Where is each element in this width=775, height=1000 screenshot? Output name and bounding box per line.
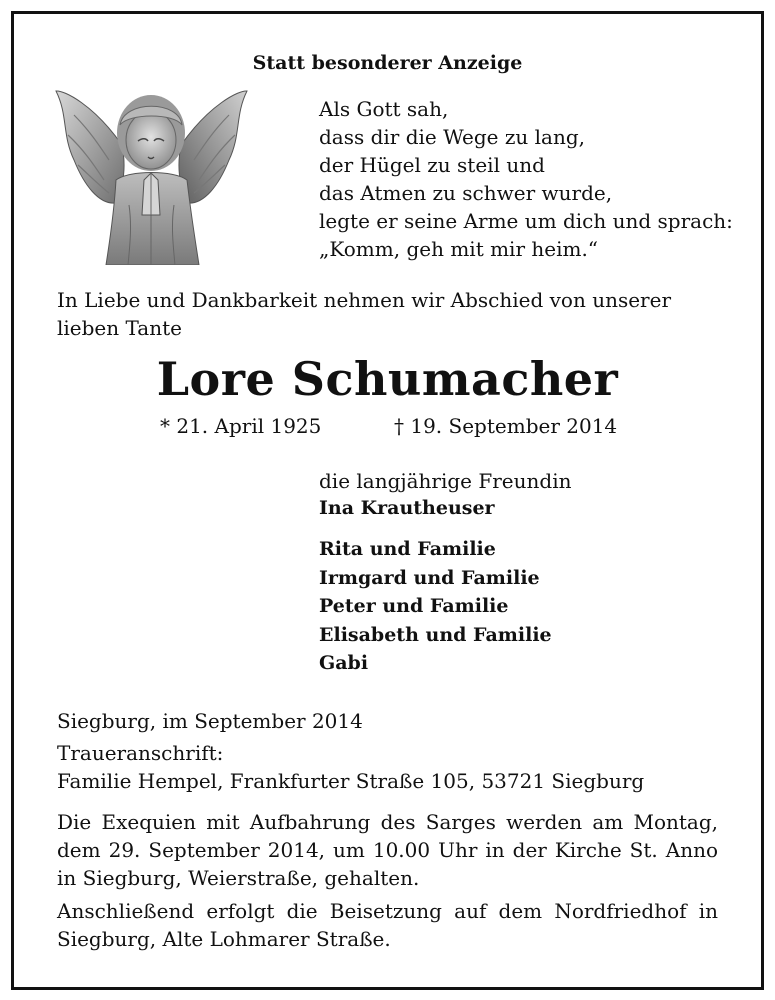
friend-label: die langjährige Freundin	[319, 469, 572, 493]
birth-date: * 21. April 1925	[160, 414, 322, 438]
angel-image	[54, 85, 249, 265]
poem	[319, 95, 733, 263]
poem-line: legte er seine Arme um dich und sprach:	[319, 209, 733, 233]
poem-line: das Atmen zu schwer wurde,	[319, 181, 613, 205]
family-member: Peter und Familie	[319, 595, 509, 617]
family-list	[319, 535, 552, 678]
burial-text: Anschließend erfolgt die Beisetzung auf dem Nordfriedhof in Siegburg, Alte Lohmarer Straße.	[57, 899, 718, 951]
death-date: † 19. September 2014	[394, 414, 618, 438]
notice-header: Statt besonderer Anzeige	[252, 52, 523, 74]
poem-line: „Komm, geh mit mir heim.“	[319, 237, 599, 261]
family-member: Rita und Familie	[319, 538, 496, 560]
place-date: Siegburg, im September 2014	[57, 709, 363, 733]
family-member: Irmgard und Familie	[319, 566, 540, 589]
mourning-address: Familie Hempel, Frankfurter Straße 105, 53721 Siegburg	[57, 769, 645, 793]
intro-text: In Liebe und Dankbarkeit nehmen wir Abschied von unserer lieben Tante	[57, 288, 672, 340]
family-member: Gabi	[319, 652, 369, 674]
deceased-name: Lore Schumacher	[156, 352, 619, 406]
poem-line: Als Gott sah,	[319, 97, 449, 121]
poem-line: dass dir die Wege zu lang,	[319, 125, 586, 149]
address-label: Traueranschrift:	[57, 741, 224, 765]
friend-name: Ina Krautheuser	[319, 497, 495, 519]
family-member: Elisabeth und Familie	[319, 623, 552, 646]
poem-line: der Hügel zu steil und	[319, 153, 545, 177]
exequies-text: Die Exequien mit Aufbahrung des Sarges werden am Montag, dem 29. September 2014, um 10.00 Uhr in der Kirche St. Anno in Siegburg, Weierstraße, gehalten.	[57, 810, 718, 890]
